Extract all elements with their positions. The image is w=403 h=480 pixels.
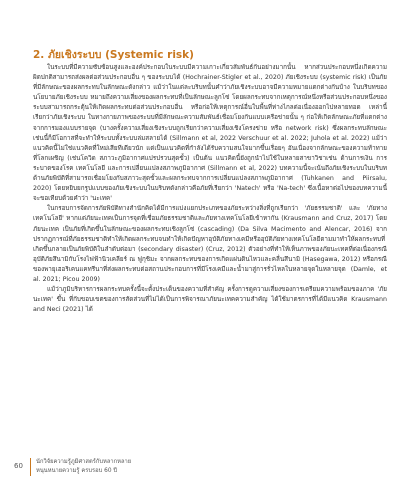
footer-line-2: หนุนหนายความรู้ ครบรอบ 60 ปี	[36, 467, 118, 474]
section-heading: 2. ภัยเชิงระบบ (Systemic risk)	[33, 49, 194, 61]
paragraph-1: ในระบบที่มีความซับซ้อนสูงและองค์ประกอบในระบบมีความเกาะเกี่ยวสัมพันธ์กันอย่างมากนั้น หากส่วนประกอบหนึ่งเกิดความผิดปกติสามารถส่งผลต่อส่วนประกอบอื่น ๆ ของระบบได้ (Hochrainer-Stigler et al., 2020) ภัยเชิงระบบ (systemic risk) เป็นภัยที่มีลักษณะของผลกระทบในลักษณะดังกล่าว แม้ว่าในแต่ละบริบทนั้นคำว่าภัยเชิงระบบอาจมีความหมายแตกต่างกันบ้าง ในบริบทของนโยบายภัยเชิงระบบ หมายถึงความเสี่ยงของผลกระทบที่เป็นลักษณะลูกโซ่ โดยผลกระทบจากเหตุการณ์หนึ่งหรือส่วนประกอบหนึ่งของระบบสามารถกระตุ้นให้เกิดผลกระทบต่อส่วนประกอบอื่น หรือก่อให้เหตุการณ์อื่นในพื้นที่ห่างไกลต่อเนื่องออกไปหลายทอด เหล่านี้เรียกว่าภัยเชิงระบบ ในทางกายภาพของระบบที่มีลักษณะความสัมพันธ์เชื่อมโยงกันแบบเครือข่ายนั้น ๆ ก่อให้เกิดลักษณะภัยที่แตกต่างจากการมองแบบรายจุด (บางครั้งความเสี่ยงเชิงระบบถูกเรียกว่าความเสี่ยงเชิงโครงข่าย หรือ network risk) ซึ่งผลกระทบลักษณะเช่นนี้ก็มีโอกาสที่จะทำให้ระบบทั้งระบบล่มสลายได้ (Sillmann et al, 2022 Verschuur et al. 2022; Juhola et al. 2022) แม้ว่าแนวคิดนี้ไม่ใช่แนวคิดที่ใหม่เสียทีเดียวนัก แต่เป็นแนวคิดที่กำลังได้รับความสนใจมากขึ้นเรื่อยๆ อันเนื่องจากลักษณะของความท้าทายที่โลกเผชิญ (เช่นโควิด สภาวะภูมิอากาศแปรปรวนสุดขั้ว) เป็นต้น แนวคิดนี้ยังถูกนำไปใช้ในหลายสาขาวิชาเช่น ด้านการเงิน การระบาดของโรค เทคโนโลยี และการเปลี่ยนแปลงสภาพภูมิอากาศ (Sillmann et al, 2022) บทความนี้จะเน้นถึงภัยเชิงระบบในบริบทด้านภัยพิบัติที่สามารถเชื่อมโยงกับสภาวะสุดขั้วและผลกระทบจากการเปลี่ยนแปลงสภาพภูมิอากาศ (Tuhkanen and Piirsalu, 2020) โดยหยิบยกรูปแบบของภัยเชิงระบบในบริบทดังกล่าวคือภัยที่เรียกว่า 'Natech' หรือ 'Na-tech' ซึ่งเนื้อหาต่อไปของบทความนี้จะขอเทียบด้วยคำว่า 'นะเทค'	[33, 64, 387, 203]
page-footer	[0, 452, 403, 480]
footer-caption	[36, 458, 131, 475]
paragraph-2: ในกรอบการจัดการภัยพิบัติทางสำนักคิดได้มีการแบ่งแยกประเภทของภัยระหว่างสิ่งที่ถูกเรียกว่า 'ภัยธรรมชาติ' และ 'ภัยทางเทคโนโลยี' หากแต่ภัยนะเทคเป็นการจุดที่เชื่อมภัยธรรมชาติและภัยทางเทคโนโลยีเข้าหากัน (Krausmann and Cruz, 2017) โดยภัยนะเทค เป็นภัยที่เกิดขึ้นในลักษณะของผลกระทบเชิงลูกโซ่ (cascading) (Da Silva Macimento and Alencar, 2016) จากปรากฏการณ์ที่ภัยธรรมชาติทำให้เกิดผลกระทบจนทำให้เกิดปัญหาอุบัติภัยทางเคมีหรืออุบัติภัยทางเทคโนโลยีตามมาทำให้ผลกระทบที่เกิดขึ้นกลายเป็นภัยพิบัติในลำดับต่อมา (secondary disaster) (Cruz, 2012) ตัวอย่างที่ทำให้เห็นภาพของภัยนะเทคที่ต่อเนื่องกรณีอุบัติภัยสึนามิกับโรงไฟฟ้านิวเคลียร์ ณ ฟูกุชิมะ จากผลกระทบของการเกิดแผ่นดินไหวและคลื่นสึนามิ (Hasegawa, 2012) หรือกรณีของพายุเฮอริเคนแคทรีนาที่ส่งผลกระทบต่อสถานประกอบการที่มีโรงเคมีและน้ำมาสู่การรั่วไหลในหลายจุดในหลายจุด (Damle, et al. 2021; Picou 2009)	[33, 205, 387, 283]
footer-divider	[30, 458, 31, 476]
paragraph-3: แม้ว่าภูมิบริหารการผลกระทบครั้งนี้จะตั้งประเด็นของความที่สำคัญ ครั้งการดูความเสี่ยงของการเตรียมความพร้อมของภาค 'ภัยนะเทค' ขึ้น ที่กับขอบเขตของการสัดส่วนที่ไม่ได้เป็นการพิจารณาภัยนะเทคความสำคัญ ได้ใช้มาตรการที่ได้มีแนวคิด Krausmann and Neci (2021) ได้	[33, 286, 387, 314]
page-number: 60	[14, 462, 23, 470]
footer-line-1: นักวิจัยความรู้ภูมิศาสตร์กับหลากหลาย	[36, 459, 132, 465]
body-text	[33, 63, 387, 315]
